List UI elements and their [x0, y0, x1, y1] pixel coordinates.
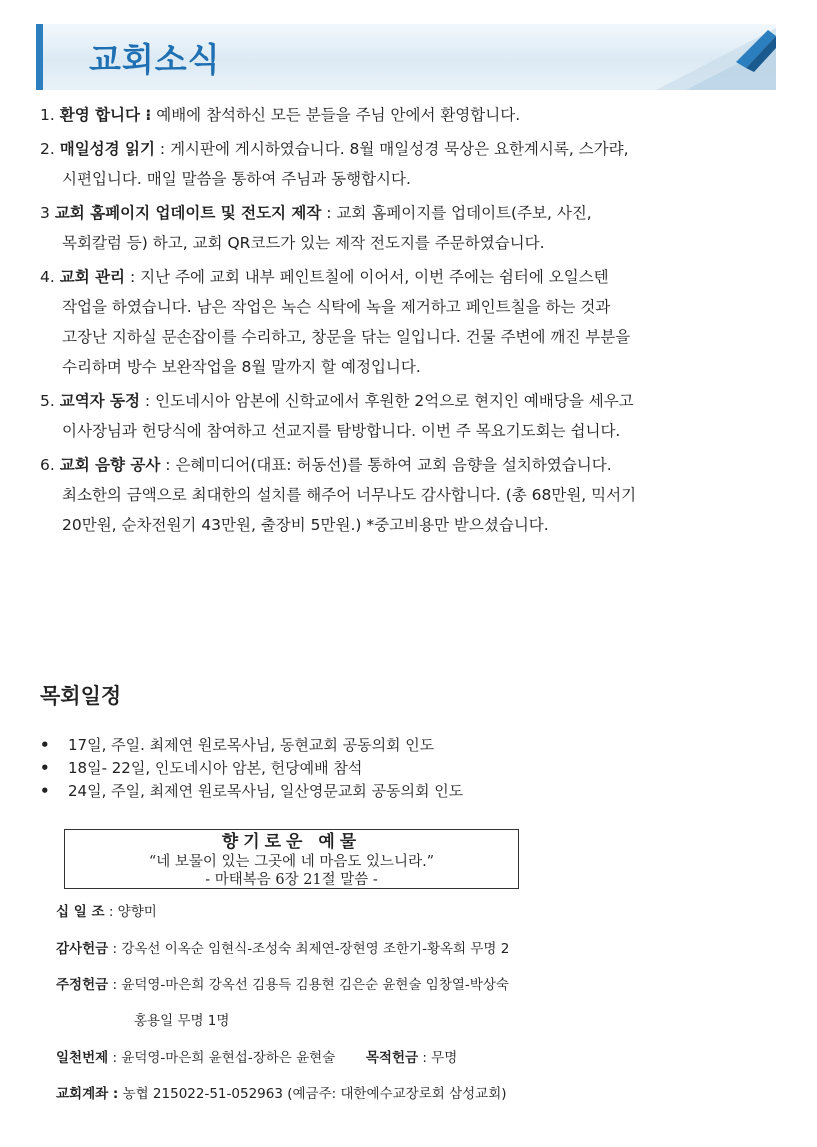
church-account [56, 1082, 507, 1102]
offering-colon: : [104, 904, 118, 920]
news-item [40, 198, 800, 258]
item-keyword: 교회 관리 [59, 268, 126, 286]
item-number: 1. [40, 106, 55, 124]
schedule-list [40, 734, 463, 803]
item-text: 예배에 참석하신 모든 분들을 주님 안에서 환영합니다. [156, 106, 521, 124]
item-text: 작업을 하였습니다. 남은 작업은 녹슨 식탁에 녹을 제거하고 페인트칠을 하는 것과 [62, 298, 611, 316]
item-number: 4. [40, 268, 55, 286]
bullet-icon: • [40, 759, 50, 777]
news-item [40, 386, 800, 446]
news-item [40, 262, 800, 382]
item-text: 최소한의 금액으로 최대한의 설치를 해주어 너무나도 감사합니다. (총 68만원, 믹서기 [62, 486, 637, 504]
offering-label: 감사헌금 [56, 941, 109, 957]
item-number: 2. [40, 140, 55, 158]
schedule-text: 18일- 22일, 인도네시아 암본, 헌당예배 참석 [68, 759, 363, 777]
offering-label: 십 일 조 [56, 904, 105, 920]
item-keyword: 교회 홈페이지 업데이트 및 전도지 제작 [54, 204, 322, 222]
offering-row-tithe [56, 900, 157, 920]
item-keyword: 환영 합니다 [59, 106, 140, 124]
account-value: 농협 215022-51-052963 (예금주: 대한예수교장로회 삼성교회) [122, 1086, 507, 1102]
verse-reference: - 마태복음 6장 21절 말씀 - [205, 872, 378, 888]
item-text: 고장난 지하실 문손잡이를 수리하고, 창문을 닦는 일입니다. 건물 주변에 깨진 부분을 [62, 328, 631, 346]
item-text: 지난 주에 교회 내부 페인트칠에 이어서, 이번 주에는 쉼터에 오일스텐 [140, 268, 609, 286]
news-item [40, 100, 800, 130]
item-colon: : [160, 456, 176, 474]
page-title: 교회소식 [89, 40, 221, 79]
offering-value: 윤덕영-마은희 윤현섭-장하은 윤현술 [121, 1050, 336, 1066]
offering-value: 양향미 [117, 904, 157, 920]
offering-value: 강옥선 이옥순 임현식-조성숙 최제연-장현영 조한기-황옥희 무명 2 [121, 941, 510, 957]
bullet-icon: • [40, 782, 50, 800]
offering-row-weekly-cont [134, 1009, 229, 1029]
item-keyword: 교회 음향 공사 [59, 456, 161, 474]
item-number: 6. [40, 456, 55, 474]
news-list [40, 100, 800, 544]
news-item [40, 134, 800, 194]
list-item [40, 780, 463, 803]
banner-decoration [586, 24, 776, 90]
offering-colon: : [108, 977, 122, 993]
item-text: 시편입니다. 매일 말씀을 통하여 주님과 동행합시다. [62, 170, 411, 188]
schedule-text: 24일, 주일, 최제연 원로목사님, 일산영문교회 공동의회 인도 [68, 782, 464, 800]
item-text: 인도네시아 암본에 신학교에서 후원한 2억으로 현지인 예배당을 세우고 [155, 392, 634, 410]
item-number: 5. [40, 392, 55, 410]
item-keyword: 교역자 동정 [59, 392, 140, 410]
offering-colon: : [108, 941, 122, 957]
offering-row-weekly [56, 973, 509, 993]
offering-label: 주정헌금 [56, 977, 109, 993]
item-colon: ⁝ [140, 106, 152, 124]
item-colon: : [140, 392, 156, 410]
offering-value: 무명 [431, 1050, 458, 1066]
header-banner [36, 24, 776, 90]
news-item [40, 450, 800, 540]
account-label: 교회계좌 : [56, 1086, 119, 1102]
bullet-icon: • [40, 736, 50, 754]
schedule-title: 목회일정 [40, 684, 122, 708]
offering-colon: : [418, 1050, 432, 1066]
item-colon: : [154, 140, 171, 158]
list-item [40, 757, 463, 780]
offering-row-first [56, 1046, 457, 1066]
verse-box [64, 829, 519, 889]
schedule-text: 17일, 주일. 최제연 원로목사님, 동현교회 공동의회 인도 [68, 736, 435, 754]
list-item [40, 734, 463, 757]
item-colon: : [125, 268, 141, 286]
item-text: 교회 홈페이지를 업데이트(주보, 사진, [336, 204, 592, 222]
item-text: 20만원, 순차전원기 43만원, 출장비 5만원.) *중고비용만 받으셨습니다. [62, 516, 549, 534]
offering-value: 윤덕영-마은희 강옥선 김용득 김용현 김은순 윤현술 임창열-박상숙 [121, 977, 509, 993]
item-text: 게시판에 게시하였습니다. 8월 매일성경 묵상은 요한계시록, 스가랴, [170, 140, 629, 158]
item-text: 수리하며 방수 보완작업을 8월 말까지 할 예정입니다. [62, 358, 421, 376]
item-text: 은혜미디어(대표: 허동선)를 통하여 교회 음향을 설치하였습니다. [175, 456, 612, 474]
offering-row-thanks [56, 937, 509, 957]
item-text: 이사장님과 헌당식에 참여하고 선교지를 탐방합니다. 이번 주 목요기도회는 쉽니다. [62, 422, 621, 440]
item-text: 목회칼럼 등) 하고, 교회 QR코드가 있는 제작 전도지를 주문하였습니다. [62, 234, 545, 252]
item-number: 3 [40, 204, 50, 222]
offering-label: 일천번제 [56, 1050, 109, 1066]
offering-label: 목적헌금 [365, 1050, 419, 1066]
item-colon: : [321, 204, 337, 222]
offering-colon: : [108, 1050, 122, 1066]
offering-value: 홍용일 무명 1명 [134, 1013, 230, 1029]
verse-text: “네 보물이 있는 그곳에 네 마음도 있느니라.” [148, 854, 435, 870]
verse-title: 향기로운 예물 [221, 832, 362, 852]
item-keyword: 매일성경 읽기 [59, 140, 155, 158]
